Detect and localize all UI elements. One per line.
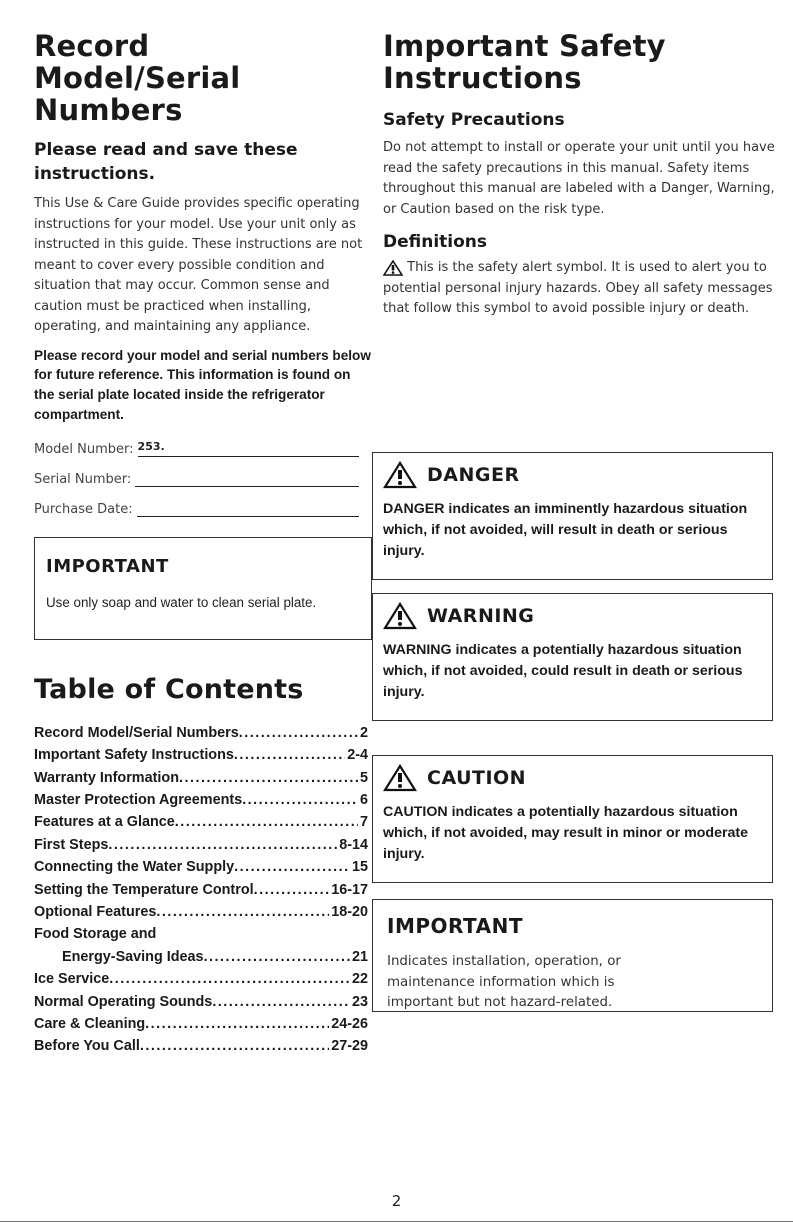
purchase-date-field[interactable] (34, 495, 359, 517)
definitions-heading: Definitions (383, 232, 488, 252)
bottom-rule (0, 1221, 793, 1222)
left-column (34, 30, 372, 1058)
safety-alert-icon (383, 260, 403, 276)
table-of-contents (34, 722, 368, 1058)
toc-entry[interactable]: Optional Features ..... 18-20 (34, 901, 368, 923)
danger-text: DANGER indicates an imminently hazardous situation which, if not avoided, will result in death or serious injury. (383, 501, 748, 559)
danger-box (372, 452, 773, 580)
toc-entry[interactable]: Before You Call ..... 27-29 (34, 1035, 368, 1057)
definitions-paragraph (383, 258, 776, 320)
purchase-date-value[interactable] (137, 500, 359, 517)
safety-precautions-heading: Safety Precautions (383, 110, 565, 130)
precautions-paragraph: Do not attempt to install or operate your unit until you have read the safety precautions in this manual. Safety items throughout this manual are labeled with a Danger, Warning, or Caution based on the risk type. (383, 140, 775, 217)
serial-plate-important-box (34, 537, 372, 640)
warning-alert-icon (383, 602, 417, 630)
record-numbers-title: Record Model/Serial Numbers (34, 29, 241, 127)
caution-alert-icon (383, 764, 417, 792)
caution-text: CAUTION indicates a potentially hazardous situation which, if not avoided, may result in minor or moderate injury. (383, 804, 748, 862)
toc-entry[interactable]: Energy-Saving Ideas ..... 21 (34, 946, 368, 968)
record-fields (34, 435, 359, 517)
important-definition-title: IMPORTANT (387, 914, 523, 938)
record-note: Please record your model and serial numbers below for future reference. This information is found on the serial plate located inside the refrigerator compartment. (34, 347, 371, 422)
toc-entry[interactable]: Care & Cleaning ..... 24-26 (34, 1013, 368, 1035)
warning-text: WARNING indicates a potentially hazardous situation which, if not avoided, could result in death or serious injury. (383, 642, 743, 700)
danger-alert-icon (383, 461, 417, 489)
toc-entry[interactable]: Connecting the Water Supply ..... 15 (34, 856, 368, 878)
page-number: 2 (391, 1192, 402, 1210)
intro-paragraph: This Use & Care Guide provides specific operating instructions for your model. Use your unit only as instructed in this guide. These instructions are not meant to cover every possible condition and situation that may occur. Common sense and caution must be practiced when installing, operating, and maintaining any appliance. (34, 196, 363, 334)
important-box-text: Use only soap and water to clean serial plate. (46, 594, 317, 610)
toc-entry[interactable]: Record Model/Serial Numbers ..... 2 (34, 722, 368, 744)
toc-entry[interactable]: Setting the Temperature Control ..... 16-17 (34, 879, 368, 901)
toc-entry[interactable]: Ice Service ..... 22 (34, 968, 368, 990)
model-number-field[interactable] (34, 435, 359, 457)
warning-signal-word: WARNING (427, 605, 535, 627)
toc-entry[interactable]: Normal Operating Sounds ..... 23 (34, 991, 368, 1013)
toc-entry[interactable]: First Steps ..... 8-14 (34, 834, 368, 856)
caution-signal-word: CAUTION (427, 767, 527, 789)
serial-number-label: Serial Number: (34, 471, 132, 487)
model-number-value[interactable]: 253. (138, 440, 359, 457)
read-save-subtitle: Please read and save these instructions. (34, 140, 298, 184)
model-number-label: Model Number: (34, 441, 134, 457)
toc-entry[interactable]: Master Protection Agreements ..... 6 (34, 789, 368, 811)
serial-number-value[interactable] (135, 470, 359, 487)
important-box-title: IMPORTANT (46, 555, 169, 577)
toc-title: Table of Contents (34, 673, 304, 705)
purchase-date-label: Purchase Date: (34, 501, 133, 517)
danger-signal-word: DANGER (427, 464, 520, 486)
toc-entry[interactable]: Warranty Information ..... 5 (34, 767, 368, 789)
toc-entry[interactable]: Food Storage and (34, 926, 157, 943)
safety-instructions-title: Important Safety Instructions (383, 29, 666, 95)
warning-box (372, 593, 773, 721)
toc-entry[interactable]: Features at a Glance ..... 7 (34, 811, 368, 833)
definitions-text: This is the safety alert symbol. It is used to alert you to potential personal injury hazards. Obey all safety messages that follow this symbol to avoid possible injury or death. (383, 260, 773, 316)
important-definition-box (372, 899, 773, 1012)
right-column (383, 30, 776, 320)
important-definition-text: Indicates installation, operation, or maintenance information which is important but not hazard-related. (387, 954, 621, 1010)
caution-box (372, 755, 773, 883)
serial-number-field[interactable] (34, 465, 359, 487)
toc-entry[interactable]: Important Safety Instructions ..... 2-4 (34, 744, 368, 766)
